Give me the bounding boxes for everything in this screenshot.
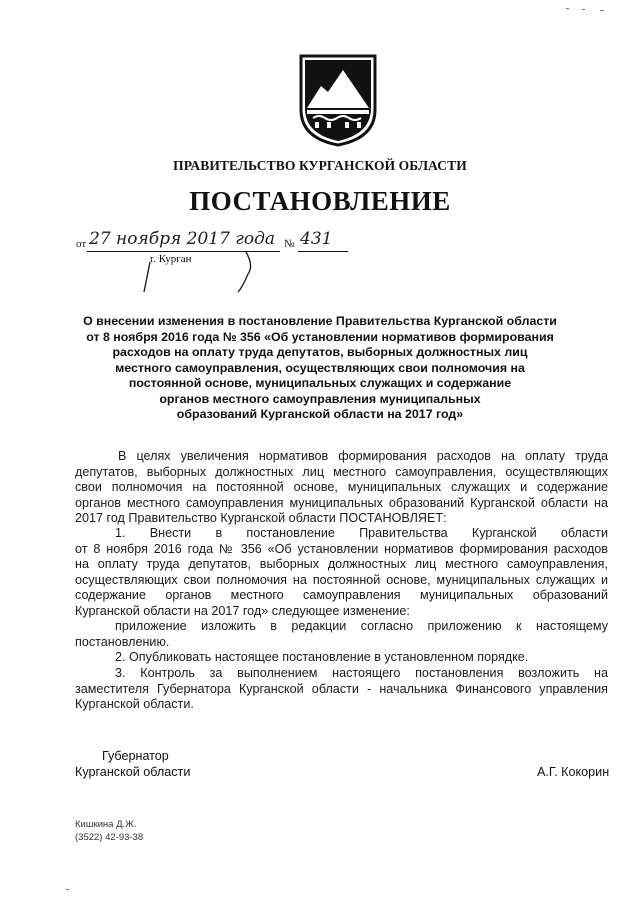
item-1-amendment <box>75 619 608 650</box>
scan-speck <box>600 10 604 11</box>
scan-speck <box>66 889 69 890</box>
city-name: г. Курган <box>150 253 192 265</box>
subject-line: от 8 ноября 2016 года № 356 «Об установлении нормативов формирования <box>86 329 554 344</box>
scan-speck <box>566 8 569 9</box>
preamble-line: 2017 год Правительство Курганской области ПОСТАНОВЛЯЕТ: <box>75 511 447 525</box>
number-handwritten: 431 <box>300 229 333 249</box>
signer-title: Губернатор <box>102 749 169 763</box>
item-1-line: 1. Внести в постановление Правительства Курганской области <box>115 526 608 540</box>
preamble-line: депутатов, выборных должностных лиц местного самоуправления, осуществляющих <box>75 464 608 479</box>
number-underline <box>298 251 348 252</box>
item-3-line: заместителя Губернатора Курганской области - начальника Финансового управления <box>75 681 608 696</box>
item-1-line: на оплату труда депутатов, выборных должностных лиц местного самоуправления, <box>75 557 608 571</box>
subject-line: О внесении изменения в постановление Правительства Курганской области <box>83 314 557 328</box>
date-handwritten: 27 ноября 2017 года <box>89 229 276 249</box>
preamble-paragraph <box>75 449 608 527</box>
document-subject <box>80 314 560 423</box>
subject-line: местного самоуправления, осуществляющих свои полномочия на <box>115 360 525 375</box>
item-3-line: Курганской области. <box>75 697 194 711</box>
item-2-paragraph <box>75 650 608 666</box>
subject-line: постоянной основе, муниципальных служащих и содержание <box>128 376 512 390</box>
subject-line: органов местного самоуправления муниципальных <box>159 391 481 406</box>
item-3-line: 3. Контроль за выполнением настоящего постановления возложить на <box>115 666 608 680</box>
government-name: ПРАВИТЕЛЬСТВО КУРГАНСКОЙ ОБЛАСТИ <box>173 158 467 173</box>
preamble-line: органов местного самоуправления муниципальных образований Курганской области на <box>75 495 608 510</box>
item-1-line: от 8 ноября 2016 года № 356 «Об установлении нормативов формирования расходов <box>75 541 608 556</box>
item-1-paragraph <box>75 526 608 619</box>
amendment-line: постановлению. <box>75 634 170 649</box>
pen-stroke-mark <box>136 244 286 294</box>
item-1-line: Курганской области на 2017 год» следующее изменение: <box>75 603 410 618</box>
executor-phone: (3522) 42-93-38 <box>75 832 144 843</box>
item-1-line: содержание органов местного самоуправления муниципальных образований <box>75 588 608 602</box>
coat-of-arms-emblem <box>297 52 379 148</box>
item-3-paragraph <box>75 666 608 713</box>
signer-region: Курганской области <box>75 765 191 779</box>
document-title: ПОСТАНОВЛЕНИЕ <box>189 186 451 216</box>
preamble-line: свои полномочия на постоянной основе, муниципальных служащих и содержание <box>75 480 608 494</box>
item-1-line: осуществляющих свои полномочия на постоянной основе, муниципальных служащих и <box>75 572 608 587</box>
scan-speck <box>582 9 585 10</box>
amendment-line: приложение изложить в редакции согласно приложению к настоящему <box>115 619 608 633</box>
date-prefix: от <box>76 238 87 250</box>
preamble-line: В целях увеличения нормативов формирования расходов на оплату труда <box>118 449 608 463</box>
signer-name: А.Г. Кокорин <box>537 765 610 779</box>
number-sign: № <box>284 238 295 250</box>
executor-name: Кишкина Д.Ж. <box>75 819 137 830</box>
subject-line: образований Курганской области на 2017 год» <box>176 407 464 421</box>
subject-line: расходов на оплату труда депутатов, выборных должностных лиц <box>112 345 528 359</box>
item-2-line: 2. Опубликовать настоящее постановление в установленном порядке. <box>115 650 529 664</box>
